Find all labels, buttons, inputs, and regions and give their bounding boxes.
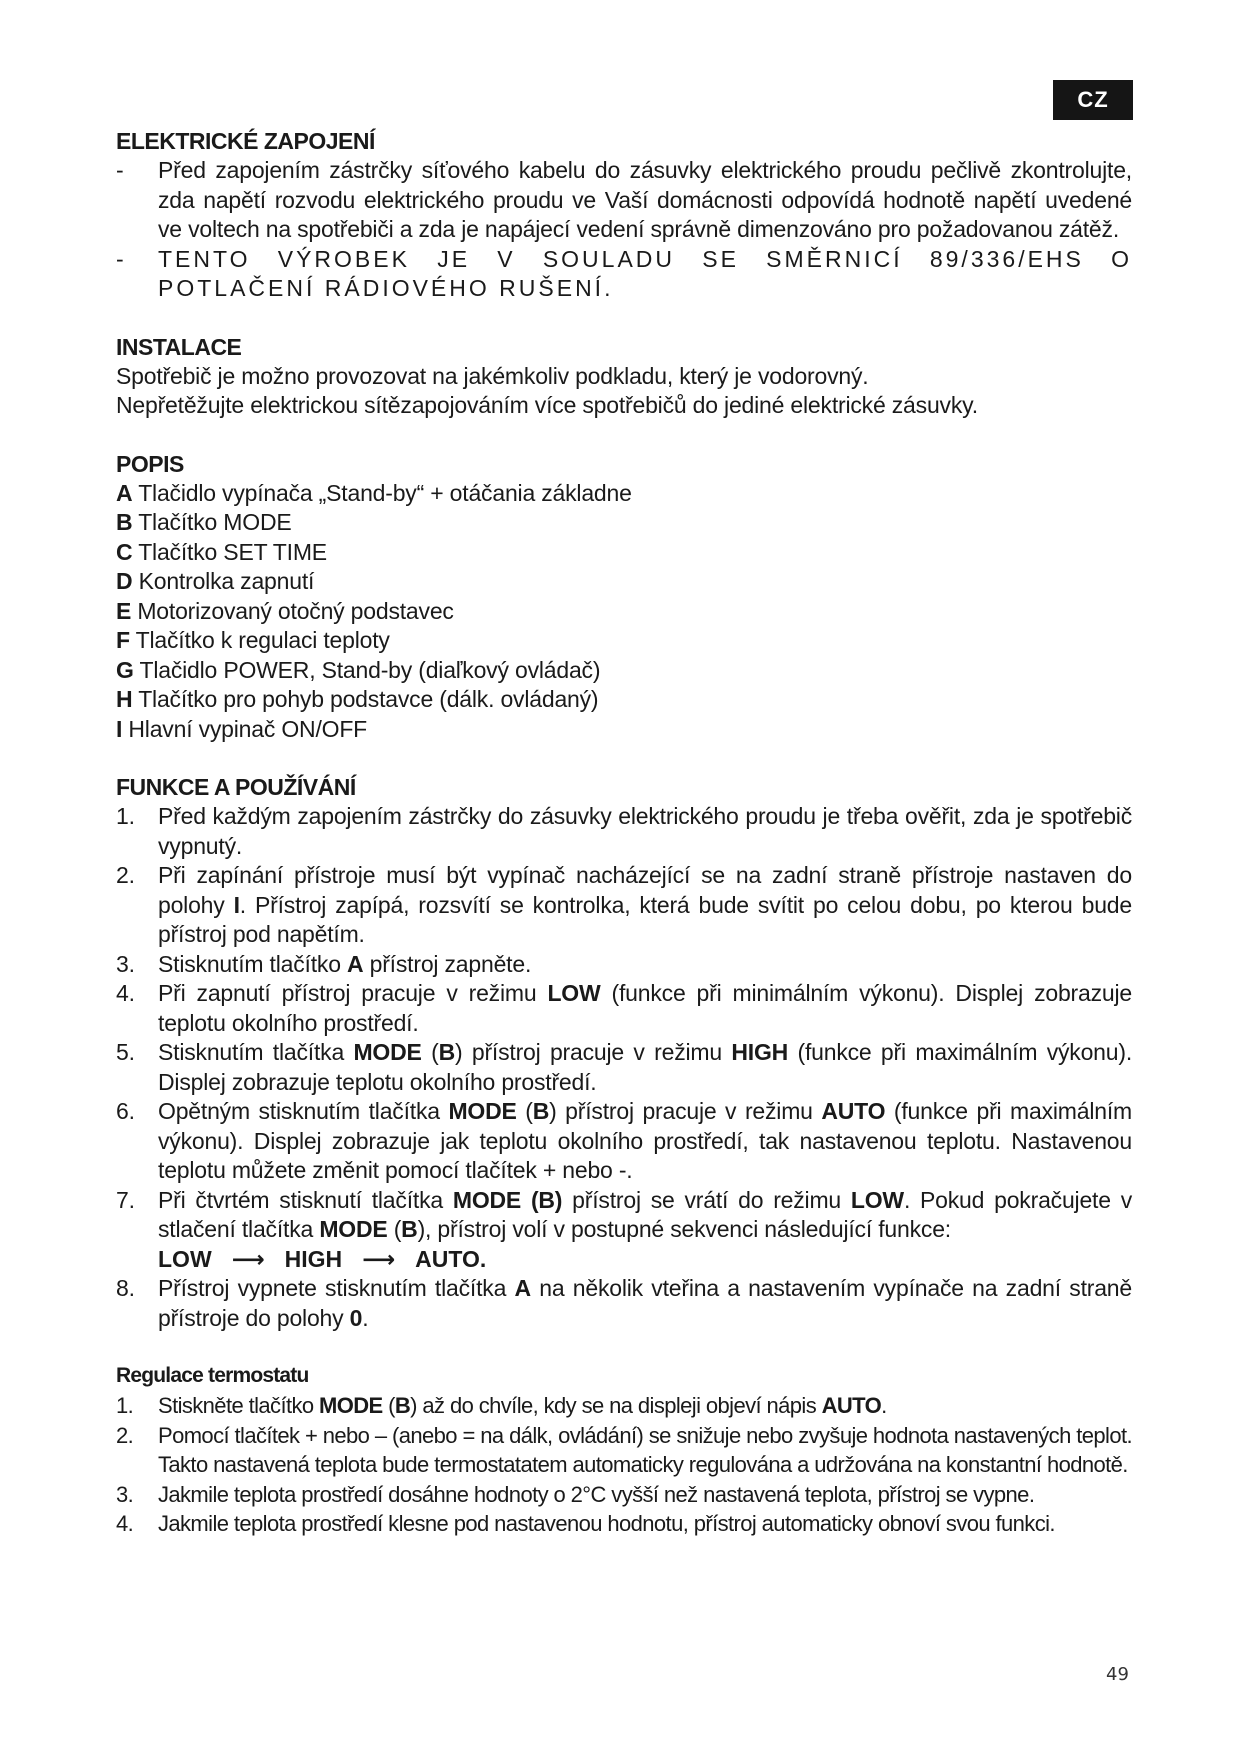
numbered-item <box>116 1509 1132 1539</box>
popis-key: H <box>116 686 133 712</box>
bold-text: AUTO <box>821 1098 886 1124</box>
popis-item <box>116 538 1132 568</box>
bullet: - <box>116 245 127 272</box>
popis-text: Tlačítko k regulaci teploty <box>129 627 390 653</box>
item-number: 1. <box>116 803 135 829</box>
item-text: na několik vteřina a nastavením vypínače na zadní straně přístroje do polohy <box>158 1275 1132 1331</box>
section-heading: FUNKCE A POUŽÍVÁNÍ <box>116 774 356 800</box>
mode-label: AUTO. <box>415 1245 487 1272</box>
item-number: 7. <box>116 1186 135 1213</box>
item-number: 4. <box>116 980 135 1006</box>
item-text: Před každým zapojením zástrčky do zásuvky elektrického proudu je třeba ověřit, zda je spotřebič vypnutý. <box>158 803 1132 859</box>
item-number: 2. <box>116 862 135 888</box>
page-number: 49 <box>1106 1664 1129 1685</box>
section-heading: Regulace termostatu <box>116 1364 309 1387</box>
section-elektricke-zapojeni <box>116 126 1132 304</box>
list-item <box>116 245 1132 304</box>
item-text: Před zapojením zástrčky síťového kabelu do zásuvky elektrického proudu pečlivě zkontrolujte, zda napětí rozvodu elektrického proudu ve Vaší domácnosti odpovídá hodnotě napětí uvedené ve voltech na spotřebiči a zda je napájecí vedení správně dimenzováno pro požadovanou zátěž. <box>158 157 1132 242</box>
item-text: ) až do chvíle, kdy se na displeji objeví nápis <box>410 1393 822 1418</box>
item-text: (funkce při minimálním výkonu). Displej zobrazuje teplotu okolního prostředí. <box>158 980 1132 1036</box>
item-text: (funkce při maximálním výkonu). Displej zobrazuje jak teplotu okolního prostředí, tak nastavenou teplotu. Nastavenou teplotu můžete změnit pomocí tlačítek + nebo -. <box>158 1098 1132 1183</box>
bold-text: AUTO <box>821 1393 882 1418</box>
popis-text: Tlačítko MODE <box>132 509 292 535</box>
arrow-right-icon: ⟶ <box>231 1245 265 1272</box>
item-number: 8. <box>116 1275 135 1301</box>
bold-text: B <box>532 1098 550 1124</box>
popis-key: B <box>116 509 133 535</box>
popis-key: G <box>116 656 134 683</box>
item-text: ( <box>382 1393 395 1418</box>
item-text: . <box>362 1304 369 1331</box>
numbered-item <box>116 1038 1132 1097</box>
numbered-item <box>116 950 1132 980</box>
popis-item <box>116 597 1132 627</box>
popis-text: Tlačidlo vypínača „Stand-by“ + otáčania základne <box>132 479 632 506</box>
document-body <box>116 126 1132 1567</box>
item-number: 4. <box>116 1511 134 1536</box>
section-instalace <box>116 332 1132 421</box>
numbered-item <box>116 802 1132 861</box>
item-text: ) přístroj pracuje v režimu <box>454 1039 732 1065</box>
mode-label: LOW <box>158 1245 212 1272</box>
popis-item <box>116 626 1132 656</box>
popis-text: Hlavní vypinač ON/OFF <box>122 715 368 742</box>
bold-text: HIGH <box>731 1039 789 1065</box>
popis-list <box>116 479 1132 745</box>
item-text: Při zapnutí přístroj pracuje v režimu <box>158 980 548 1006</box>
bold-text: MODE <box>448 1098 517 1124</box>
item-text: přístroj se vrátí do režimu <box>562 1186 851 1213</box>
item-number: 3. <box>116 950 135 977</box>
section-heading: INSTALACE <box>116 333 242 360</box>
bullet: - <box>116 157 124 183</box>
mode-label: HIGH <box>284 1245 343 1272</box>
item-text: Opětným stisknutím tlačítka <box>158 1098 449 1124</box>
item-number: 6. <box>116 1098 135 1124</box>
section-funkce <box>116 772 1132 1333</box>
arrow-right-icon: ⟶ <box>362 1245 396 1272</box>
section-regulace-termostatu <box>116 1361 1132 1539</box>
item-text: . Přístroj zapípá, rozsvítí se kontrolka, která bude svítit po celou dobu, po kterou bude přístroj pod napětím. <box>158 891 1132 947</box>
item-text: (funkce při maximálním výkonu). Displej zobrazuje teplotu okolního prostředí. <box>158 1039 1133 1095</box>
popis-text: Tlačítko pro pohyb podstavce (dálk. ovládaný) <box>132 686 599 712</box>
popis-item <box>116 479 1132 509</box>
bold-text: LOW <box>850 1186 904 1213</box>
item-number: 3. <box>116 1481 134 1507</box>
numbered-item <box>116 1480 1132 1510</box>
item-text: Jakmile teplota prostředí dosáhne hodnoty o 2°C vyšší než nastavená teplota, přístroj se vypne. <box>158 1481 1035 1507</box>
popis-text: Kontrolka zapnutí <box>132 568 315 594</box>
mode-sequence <box>116 1245 1132 1275</box>
popis-text: Motorizovaný otočný podstavec <box>131 597 454 624</box>
item-text: Pomocí tlačítek + nebo – (anebo = na dálk, ovládání) se snižuje nebo zvyšuje hodnota nastavených teplot. Takto nastavená teplota bude termostatatem automaticky regulována a udržována na konstantní hodnotě. <box>158 1422 1132 1477</box>
bold-text: MODE <box>319 1393 383 1418</box>
item-text: Jakmile teplota prostředí klesne pod nastavenou hodnotu, přístroj automaticky obnoví svou funkci. <box>158 1511 1055 1536</box>
item-text: Stiskněte tlačítko <box>158 1393 320 1418</box>
item-text: . Pokud pokračujete v stlačení tlačítka <box>158 1186 1133 1242</box>
item-text: Stisknutím tlačítka <box>158 1039 354 1065</box>
popis-item <box>116 567 1132 597</box>
item-text: TENTO VÝROBEK JE V SOULADU SE SMĚRNICÍ 89/336/EHS O POTLAČENÍ RÁDIOVÉHO RUŠENÍ. <box>158 245 1132 301</box>
numbered-item <box>116 1097 1132 1186</box>
item-text: Při čtvrtém stisknutí tlačítka <box>158 1186 453 1213</box>
item-text: ), přístroj volí v postupné sekvenci následující funkce: <box>417 1216 951 1242</box>
bold-text: I <box>233 891 240 918</box>
item-text: přístroj zapněte. <box>363 950 532 977</box>
bold-text: B <box>438 1039 455 1065</box>
bold-text: A <box>347 950 364 977</box>
regulace-list <box>116 1391 1132 1539</box>
section-heading: ELEKTRICKÉ ZAPOJENÍ <box>116 128 375 154</box>
numbered-item <box>116 979 1132 1038</box>
language-badge: CZ <box>1053 80 1133 120</box>
bold-text: MODE <box>319 1216 388 1242</box>
item-text: Stisknutím tlačítko <box>158 950 348 977</box>
item-number: 2. <box>116 1422 134 1448</box>
section-popis <box>116 449 1132 745</box>
item-text: ( <box>387 1216 402 1242</box>
item-text: ( <box>516 1098 533 1124</box>
bold-text: B <box>401 1216 418 1242</box>
popis-item <box>116 685 1132 715</box>
numbered-item <box>116 861 1132 950</box>
popis-text: Tlačidlo POWER, Stand-by (diaľkový ovládač) <box>133 656 601 683</box>
item-text: Při zapínání přístroje musí být vypínač nacházející se na zadní straně přístroje nastaven do polohy <box>158 862 1132 918</box>
list-item <box>116 156 1132 245</box>
item-text: ( <box>421 1039 439 1065</box>
item-text: Přístroj vypnete stisknutím tlačítka <box>158 1275 515 1301</box>
numbered-item <box>116 1274 1132 1333</box>
item-text: ) přístroj pracuje v režimu <box>549 1098 822 1124</box>
popis-key: A <box>116 479 133 506</box>
item-number: 1. <box>116 1393 134 1418</box>
bold-text: 0 <box>349 1304 363 1331</box>
section-heading: POPIS <box>116 450 184 477</box>
bold-text: B <box>394 1393 411 1418</box>
numbered-item <box>116 1186 1132 1245</box>
popis-key: I <box>116 715 123 742</box>
bold-text: MODE <box>353 1039 422 1065</box>
numbered-item <box>116 1391 1132 1421</box>
popis-key: E <box>116 597 132 624</box>
popis-text: Tlačítko SET TIME <box>132 538 327 565</box>
popis-item <box>116 508 1132 538</box>
popis-item <box>116 715 1132 745</box>
popis-key: D <box>116 568 133 594</box>
popis-key: C <box>116 538 133 565</box>
numbered-item <box>116 1421 1132 1480</box>
popis-item <box>116 656 1132 686</box>
paragraph: Nepřetěžujte elektrickou sítězapojováním více spotřebičů do jediné elektrické zásuvky. <box>116 392 978 418</box>
item-number: 5. <box>116 1039 135 1065</box>
popis-key: F <box>116 627 130 653</box>
bold-text: A <box>514 1275 531 1301</box>
item-text: . <box>881 1393 887 1418</box>
funkce-list <box>116 802 1132 1333</box>
paragraph: Spotřebič je možno provozovat na jakémkoliv podkladu, který je vodorovný. <box>116 362 869 389</box>
bold-text: MODE (B) <box>452 1186 563 1213</box>
bold-text: LOW <box>547 980 601 1006</box>
